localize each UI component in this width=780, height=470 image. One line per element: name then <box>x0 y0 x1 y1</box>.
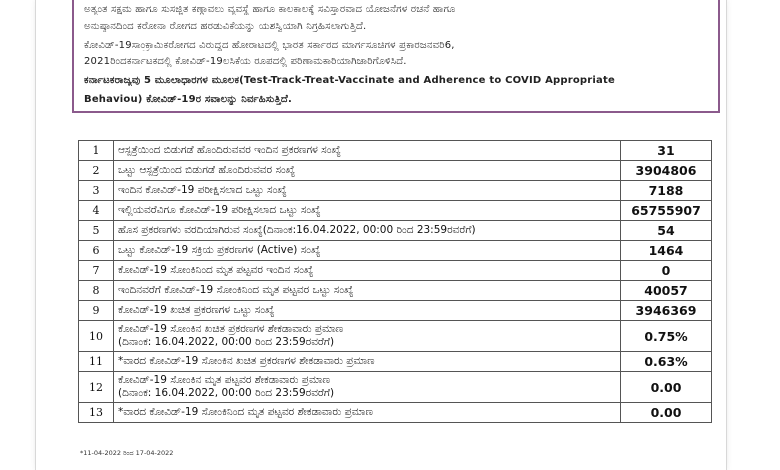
row-description: ಇಲ್ಲಿಯವರೆವಿಗೂ ಕೋವಿಡ್-19 ಪರೀಕ್ಷಿಸಲಾದ ಒಟ್ಟು ಸಂಖ್ಯೆ <box>114 201 621 221</box>
row-description <box>114 321 621 352</box>
row-number: 7 <box>79 261 114 281</box>
row-value: 3904806 <box>621 161 712 181</box>
table-row <box>79 372 712 403</box>
row-value: 31 <box>621 141 712 161</box>
row-value: 0 <box>621 261 712 281</box>
table-row <box>79 352 712 372</box>
row-value: 0.00 <box>621 403 712 423</box>
row-number: 4 <box>79 201 114 221</box>
row-value: 0.75% <box>621 321 712 352</box>
row-number: 2 <box>79 161 114 181</box>
table-row <box>79 201 712 221</box>
table-row <box>79 301 712 321</box>
row-number: 11 <box>79 352 114 372</box>
table-row <box>79 221 712 241</box>
row-description: ಒಟ್ಟು ಕೋವಿಡ್-19 ಸಕ್ರಿಯ ಪ್ರಕರಣಗಳ (Active) ಸಂಖ್ಯೆ <box>114 241 621 261</box>
row-value: 0.00 <box>621 372 712 403</box>
row-value: 0.63% <box>621 352 712 372</box>
intro-line-5: ಕರ್ನಾಟಕರಾಜ್ಯವು 5 ಮೂಲಾಧಾರಗಳ ಮೂಲಕ(Test-Track-Treat-Vaccinate and Adherence to COVID Appropriate <box>84 75 615 86</box>
row-description-line-2: (ದಿನಾಂಕ: 16.04.2022, 00:00 ರಿಂದ 23:59ರವರೆಗೆ) <box>118 387 335 399</box>
row-description: ಇಂದಿನ ಕೋವಿಡ್-19 ಪರೀಕ್ಷಿಸಲಾದ ಒಟ್ಟು ಸಂಖ್ಯೆ <box>114 181 621 201</box>
footnote: *11-04-2022 ರಿಂದ 17-04-2022 <box>80 449 174 457</box>
row-description: ಕೋವಿಡ್-19 ಸೋಂಕಿನಿಂದ ಮೃತ ಪಟ್ಟವರ ಇಂದಿನ ಸಂಖ್ಯೆ <box>114 261 621 281</box>
table-row <box>79 181 712 201</box>
row-number: 5 <box>79 221 114 241</box>
row-description: ಕೋವಿಡ್-19 ಖಚಿತ ಪ್ರಕರಣಗಳ ಒಟ್ಟು ಸಂಖ್ಯೆ <box>114 301 621 321</box>
row-number: 1 <box>79 141 114 161</box>
intro-line-4: 2021ರಿಂದಕರ್ನಾಟಕದಲ್ಲಿ ಕೋವಿಡ್-19ಲಸಿಕೆಯ ರೂಪದಲ್ಲಿ ಪರಿಣಾಮಕಾರಿಯಾಗಿಜಾರಿಗೊಳಿಸಿದೆ. <box>84 56 407 67</box>
row-number: 8 <box>79 281 114 301</box>
intro-line-2: ಅನುಷ್ಠಾನದಿಂದ ಕರೋನಾ ರೋಗದ ಹರಡುವಿಕೆಯನ್ನು ಯಶಸ್ವಿಯಾಗಿ ನಿಗ್ರಹಿಸಲಾಗುತ್ತಿದೆ. <box>84 21 367 32</box>
covid-stats-table <box>78 140 712 423</box>
row-value: 40057 <box>621 281 712 301</box>
row-number: 6 <box>79 241 114 261</box>
intro-line-1: ಅತ್ಯಂತ ಸಕ್ಷಮ ಹಾಗೂ ಸುಸಜ್ಜಿತ ಕಣ್ಗಾವಲು ವ್ಯವಸ್ಥೆ ಹಾಗೂ ಕಾಲಕಾಲಕ್ಕೆ ಸವಿಸ್ತಾರವಾದ ಯೋಜನೆಗಳ ರಚನೆ ಹಾಗೂ <box>84 4 456 15</box>
row-description: ಇಂದಿನವರೆಗೆ ಕೋವಿಡ್-19 ಸೋಂಕಿನಿಂದ ಮೃತ ಪಟ್ಟವರ ಒಟ್ಟು ಸಂಖ್ಯೆ <box>114 281 621 301</box>
row-description: *ವಾರದ ಕೋವಿಡ್-19 ಸೋಂಕಿನ ಖಚಿತ ಪ್ರಕರಣಗಳ ಶೇಕಡಾವಾರು ಪ್ರಮಾಣ <box>114 352 621 372</box>
table-row <box>79 141 712 161</box>
row-value: 1464 <box>621 241 712 261</box>
row-number: 3 <box>79 181 114 201</box>
intro-line-6: Behaviou) ಕೋವಿಡ್-19ರ ಸವಾಲನ್ನು ನಿರ್ವಹಿಸುತ್ತಿದೆ. <box>84 94 292 105</box>
row-description: ಆಸ್ಪತ್ರೆಯಿಂದ ಬಿಡುಗಡೆ ಹೊಂದಿರುವವರ ಇಂದಿನ ಪ್ರಕರಣಗಳ ಸಂಖ್ಯೆ <box>114 141 621 161</box>
table-row <box>79 241 712 261</box>
row-description: *ವಾರದ ಕೋವಿಡ್-19 ಸೋಂಕಿನಿಂದ ಮೃತ ಪಟ್ಟವರ ಶೇಕಡಾವಾರು ಪ್ರಮಾಣ <box>114 403 621 423</box>
table-row <box>79 403 712 423</box>
row-description: ಒಟ್ಟು ಆಸ್ಪತ್ರೆಯಿಂದ ಬಿಡುಗಡೆ ಹೊಂದಿರುವವರ ಸಂಖ್ಯೆ <box>114 161 621 181</box>
row-description: ಹೊಸ ಪ್ರಕರಣಗಳು ವರದಿಯಾಗಿರುವ ಸಂಖ್ಯೆ(ದಿನಾಂಕ:16.04.2022, 00:00 ರಿಂದ 23:59ರವರೆಗೆ) <box>114 221 621 241</box>
intro-box <box>72 0 720 113</box>
row-description-line-1: ಕೋವಿಡ್-19 ಸೋಂಕಿನ ಮೃತ ಪಟ್ಟವರ ಶೇಕಡಾವಾರು ಪ್ರಮಾಣ <box>118 374 331 386</box>
row-number: 9 <box>79 301 114 321</box>
row-value: 7188 <box>621 181 712 201</box>
row-value: 3946369 <box>621 301 712 321</box>
table-row <box>79 321 712 352</box>
table-row <box>79 281 712 301</box>
document-page <box>35 0 727 470</box>
row-description-line-1: ಕೋವಿಡ್-19 ಸೋಂಕಿನ ಖಚಿತ ಪ್ರಕರಣಗಳ ಶೇಕಡಾವಾರು ಪ್ರಮಾಣ <box>118 323 344 335</box>
row-number: 12 <box>79 372 114 403</box>
row-description-line-2: (ದಿನಾಂಕ: 16.04.2022, 00:00 ರಿಂದ 23:59ರವರೆಗೆ) <box>118 336 335 348</box>
row-number: 10 <box>79 321 114 352</box>
row-value: 54 <box>621 221 712 241</box>
intro-line-3: ಕೋವಿಡ್-19ಸಾಂಕ್ರಾಮಿಕರೋಗದ ವಿರುದ್ಧದ ಹೋರಾಟದಲ್ಲಿ ಭಾರತ ಸರ್ಕಾರದ ಮಾರ್ಗಸೂಚಿಗಳ ಪ್ರಕಾರಜನವರಿ6, <box>84 40 455 51</box>
row-value: 65755907 <box>621 201 712 221</box>
row-number: 13 <box>79 403 114 423</box>
table-row <box>79 261 712 281</box>
row-description <box>114 372 621 403</box>
table-row <box>79 161 712 181</box>
